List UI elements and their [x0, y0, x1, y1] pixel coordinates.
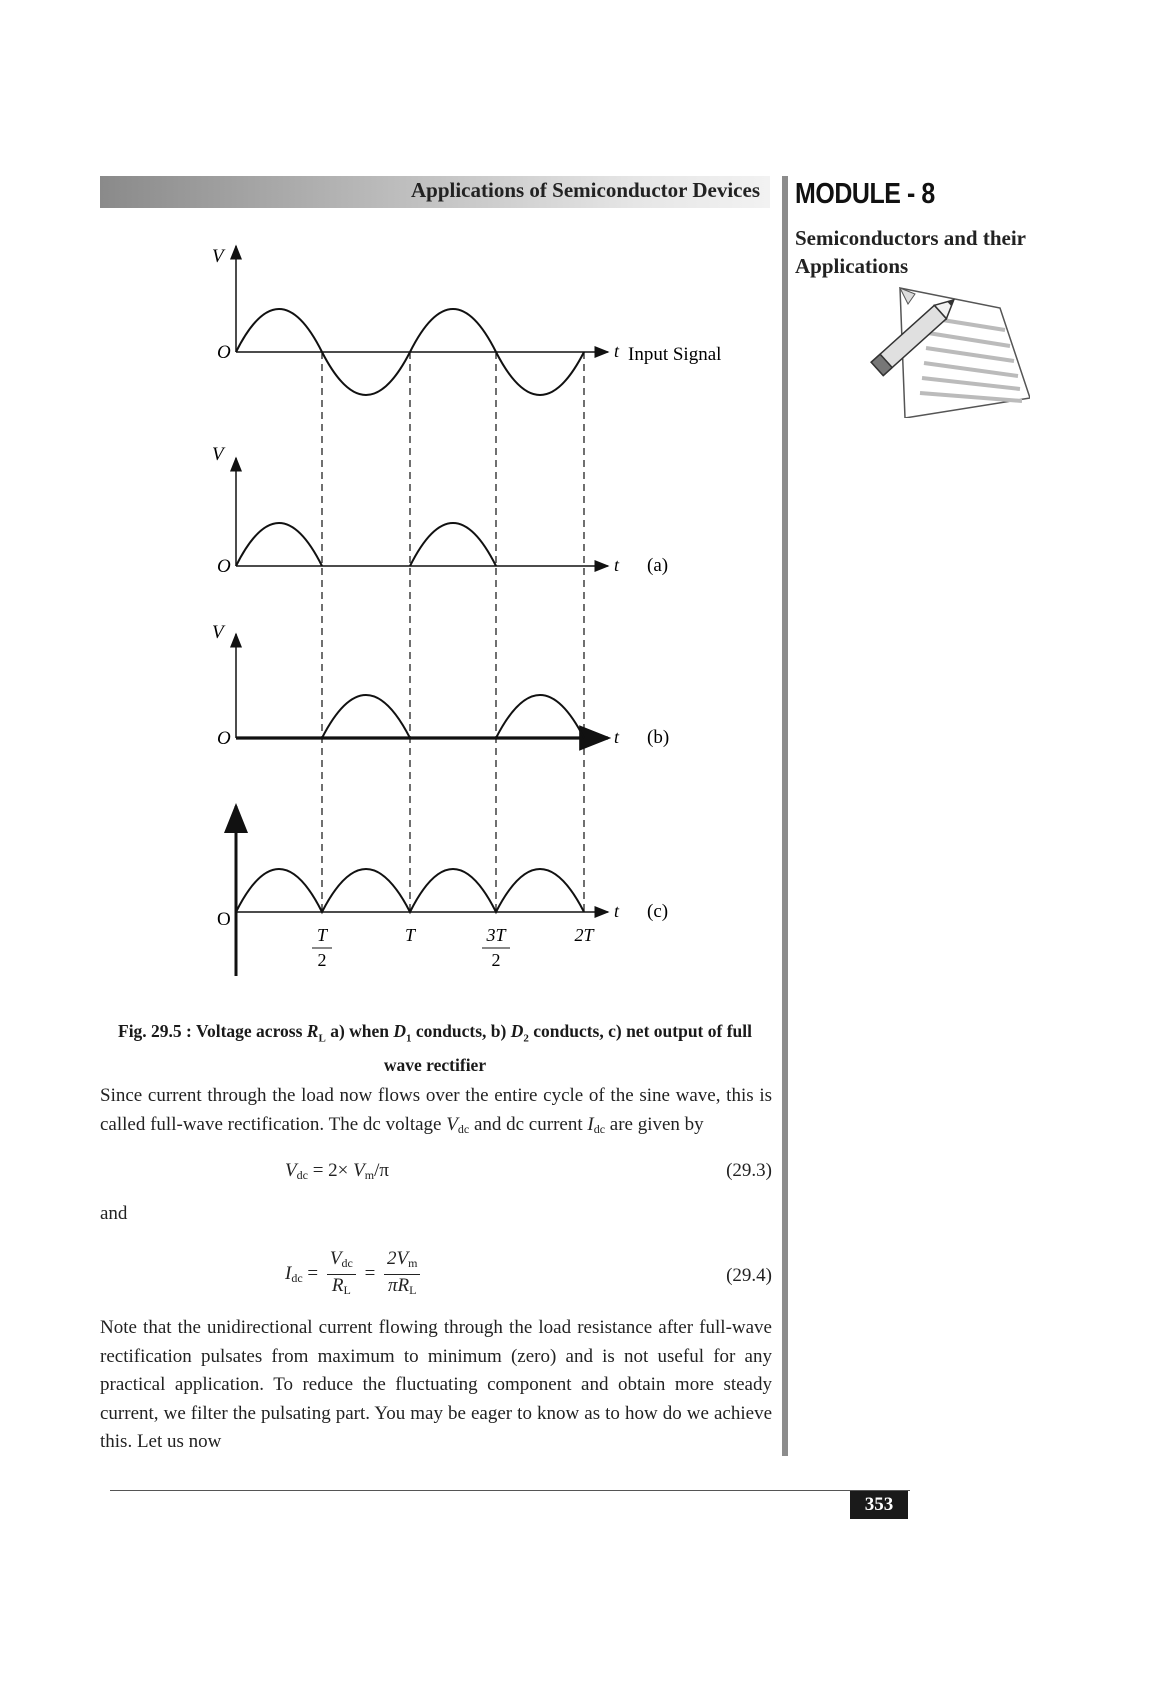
- d2-output-wave: [322, 695, 584, 738]
- input-signal-label: Input Signal: [628, 344, 722, 365]
- svg-text:t: t: [614, 555, 620, 575]
- svg-text:O: O: [217, 728, 231, 749]
- svg-text:V: V: [212, 622, 224, 643]
- y-axis-label: V: [212, 246, 224, 267]
- svg-text:t: t: [614, 727, 620, 747]
- label-b: (b): [647, 727, 670, 748]
- page-number: 353: [850, 1491, 908, 1519]
- equation-number-29-4: (29.4): [726, 1265, 772, 1286]
- tick-2T: 2T: [574, 925, 594, 945]
- origin-label: O: [217, 342, 231, 363]
- panel-b: [212, 622, 669, 749]
- label-a: (a): [647, 555, 669, 576]
- tick-T: T: [404, 925, 416, 945]
- svg-text:2: 2: [491, 950, 501, 970]
- and-text: and: [100, 1203, 128, 1224]
- tick-3half-T: 3T: [486, 925, 506, 945]
- equation-29-3: $V_{dc} = 2\times V_m/\pi$: [285, 1160, 389, 1182]
- module-title: MODULE - 8: [795, 178, 935, 210]
- svg-text:O: O: [217, 909, 231, 930]
- figure-caption: Fig. 29.5 : Voltage across $R_L$ a) when $D_1$ conducts, b) $D_2$ conducts, c) net output of full wave rectifier: [118, 1021, 752, 1075]
- running-header-title: Applications of Semiconductor Devices: [410, 178, 760, 202]
- panel-a: [212, 444, 668, 577]
- margin-rule: [782, 176, 788, 1456]
- equation-number-29-3: (29.3): [726, 1160, 772, 1181]
- notepad-pencil-icon: [870, 268, 1030, 418]
- d1-output-wave: [236, 523, 496, 566]
- footer-rule: [110, 1490, 910, 1491]
- running-header: [100, 176, 770, 208]
- svg-text:t: t: [614, 901, 620, 921]
- label-c: (c): [647, 901, 669, 922]
- panel-c: [217, 806, 668, 976]
- time-label: t: [614, 341, 620, 361]
- input-signal-panel: [212, 246, 721, 395]
- svg-text:V: V: [212, 444, 224, 465]
- time-ticks: [312, 925, 595, 970]
- equation-29-4: $I_{dc}$ = $\frac{V_{dc}}{R_L}$ = $\frac{2V_m}{\pi R_L}$: [285, 1248, 424, 1301]
- period-guides: [322, 352, 584, 912]
- paragraph-full-wave: Since current through the load now flows over the entire cycle of the sine wave, this is called full-wave rectification. The dc voltage $V_{dc}$ and dc current $I_{dc}$ are given by: [100, 1085, 772, 1136]
- svg-text:O: O: [217, 556, 231, 577]
- tick-half-T: T: [316, 925, 328, 945]
- svg-text:2: 2: [317, 950, 327, 970]
- paragraph-pulsating: Note that the unidirectional current flowing through the load resistance after full-wave rectification pulsates from maximum to minimum (zero) and is not useful for any practical application. To reduce the fluctuating component and obtain more steady current, we filter the pulsating part. You may be eager to know as to how do we achieve this. Let us now: [100, 1317, 772, 1452]
- module-subtitle: Semiconductors and their Applications: [795, 226, 1026, 278]
- rectifier-waveform-figure: [190, 236, 750, 976]
